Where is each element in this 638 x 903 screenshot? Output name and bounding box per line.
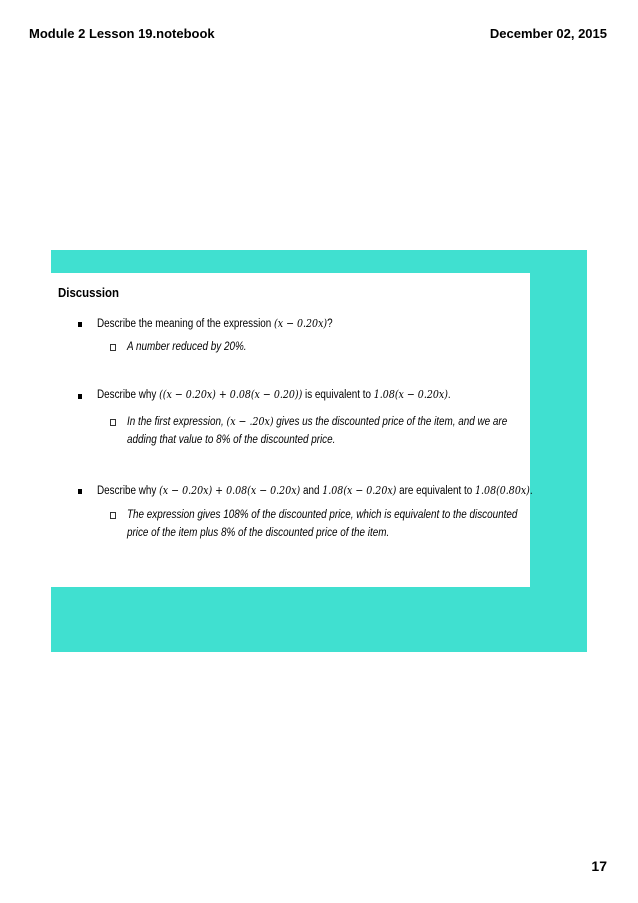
question-3-expression-b: 1.08(x − 0.20x) xyxy=(322,484,397,497)
question-3-mid: and xyxy=(302,485,320,497)
question-3 xyxy=(97,484,533,497)
bullet-icon xyxy=(78,322,82,327)
question-2-mid: is equivalent to xyxy=(305,389,372,401)
notebook-title: Module 2 Lesson 19.notebook xyxy=(29,26,215,41)
notebook-date: December 02, 2015 xyxy=(489,26,607,41)
question-3-mid2: are equivalent to xyxy=(399,485,473,497)
bullet-icon xyxy=(78,489,82,494)
question-2-expression-a: ((x − 0.20x) + 0.08(x − 0.20)) xyxy=(159,388,303,401)
question-2 xyxy=(97,388,451,401)
answer-2-part2: gives us the discounted price of the item, and we are adding that value to 8% of the discounted price. xyxy=(127,416,508,446)
question-1-text: Describe the meaning of the expression xyxy=(97,318,272,330)
bullet-icon xyxy=(78,394,82,399)
question-2-tail: . xyxy=(447,389,451,401)
answer-2-expression: (x − .20x) xyxy=(226,415,274,428)
slide-title: Discussion xyxy=(58,285,120,300)
question-1-tail: ? xyxy=(327,318,333,330)
question-3-tail: . xyxy=(529,485,533,497)
question-2-text: Describe why xyxy=(97,389,157,401)
question-2-expression-b: 1.08(x − 0.20x) xyxy=(373,388,448,401)
answer-3: The expression gives 108% of the discounted price, which is equivalent to the discounted price of the item plus 8% of the discounted price of the item. xyxy=(127,509,518,539)
slide-frame xyxy=(51,250,587,652)
answer-2-part1: In the first expression, xyxy=(127,416,224,428)
question-1-expression: (x − 0.20x) xyxy=(274,317,328,330)
answer-2 xyxy=(127,413,523,449)
sub-bullet-icon xyxy=(110,512,116,519)
sub-bullet-icon xyxy=(110,419,116,426)
question-3-expression-c: 1.08(0.80x) xyxy=(475,484,530,497)
question-3-expression-a: (x − 0.20x) + 0.08(x − 0.20x) xyxy=(159,484,301,497)
answer-1: A number reduced by 20%. xyxy=(127,341,247,353)
sub-bullet-icon xyxy=(110,344,116,351)
question-3-text: Describe why xyxy=(97,485,157,497)
question-1 xyxy=(97,317,333,330)
slide-content-panel xyxy=(51,273,533,587)
page-number: 17 xyxy=(591,858,607,874)
